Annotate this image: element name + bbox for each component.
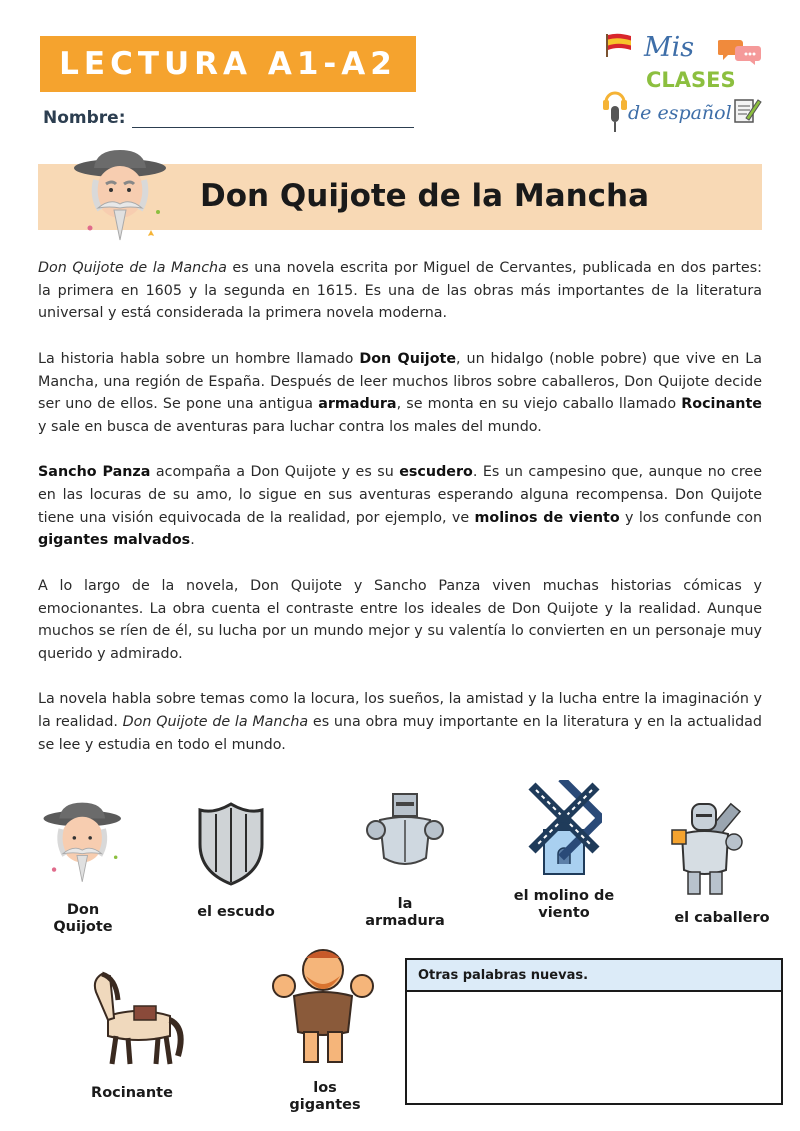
new-words-box <box>405 958 783 1105</box>
text-run: . Es un campesino que, aunque no cree en las locuras de su amo, lo sigue en sus aventuras esperando alguna recompensa. Don Quijote tiene una visión equivocada de la realidad, por ejemplo, ve <box>38 464 763 526</box>
notepad-pencil-icon <box>732 94 762 126</box>
text-run: y los confunde con <box>619 509 762 526</box>
don-quijote-icon <box>40 800 128 888</box>
chat-bubbles-icon <box>718 36 762 66</box>
don-quijote-portrait-icon <box>72 148 172 246</box>
vocab-label-molino: el molino de viento <box>513 888 615 921</box>
logo-clases: CLASES <box>646 68 736 92</box>
microphone-icon <box>602 86 628 134</box>
vocab-label-gigantes: los gigantes <box>289 1080 361 1113</box>
shield-icon <box>196 800 266 888</box>
horse-icon <box>78 966 188 1070</box>
new-words-title: Otras palabras nuevas. <box>418 967 589 983</box>
name-blank-line[interactable] <box>132 109 414 128</box>
key-term: molinos de viento <box>474 509 620 526</box>
page-title: Don Quijote de la Mancha <box>200 178 650 214</box>
text-run: acompaña a Don Quijote y es su <box>150 464 400 481</box>
vocab-label-armadura: la armadura <box>365 896 445 929</box>
book-title-italic: Don Quijote de la Mancha <box>122 714 309 730</box>
text-run: , un hidalgo (noble pobre) que vive en La Mancha, una región de España. Después de leer muchos libros sobre caballeros, Don Quijote decide ser uno de ellos. Se pone una antigua <box>38 350 762 413</box>
vocab-label-caballero: el caballero <box>674 910 770 926</box>
reading-text <box>38 257 762 779</box>
text-run: es una novela escrita por Miguel de Cervantes, publicada en dos partes: la primera en 1605 y la segunda en 1615. Es una de las obras más importantes de la literatura universal y está considerada la primera novela moderna. <box>38 260 762 322</box>
key-term: Rocinante <box>681 396 762 413</box>
text-run: es una obra muy importante en la literatura y en la actualidad se lee y estudia en todo el mundo. <box>38 714 762 753</box>
giant-icon <box>270 940 376 1068</box>
reading-paragraph <box>38 575 762 666</box>
reading-paragraph <box>38 257 762 325</box>
key-term: escudero <box>399 464 473 481</box>
spain-flag-icon <box>604 32 634 58</box>
name-field-row <box>43 108 414 128</box>
logo-mis: Mis <box>644 32 695 63</box>
key-term: gigantes malvados <box>38 532 191 549</box>
windmill-icon <box>526 780 602 876</box>
reading-paragraph <box>38 348 762 439</box>
new-words-writing-area[interactable] <box>407 992 781 1104</box>
key-term: armadura <box>318 396 397 413</box>
logo-espanol: de español <box>628 102 732 124</box>
book-title-italic: Don Quijote de la Mancha <box>38 260 227 276</box>
reading-paragraph <box>38 461 762 552</box>
new-words-header <box>407 960 781 992</box>
text-run: , se monta en su viejo caballo llamado <box>396 396 682 413</box>
text-run: A lo largo de la novela, Don Quijote y Sancho Panza viven muchas historias cómicas y emocionantes. La obra cuenta el contraste entre los ideales de Don Quijote y la realidad. Aunque muchos se ríen de él, su lucha por un mundo mejor y su valentía lo convierten en un personaje muy querido y admirado. <box>38 577 762 662</box>
key-term: Sancho Panza <box>38 464 151 481</box>
logo <box>600 30 765 140</box>
vocab-label-escudo: el escudo <box>197 904 275 920</box>
text-run: La novela habla sobre temas como la locura, los sueños, la amistad y la lucha entre la imaginación y la realidad. <box>38 691 762 730</box>
reading-paragraph <box>38 688 762 756</box>
vocab-label-don-quijote: Don Quijote <box>53 902 113 935</box>
vocab-label-rocinante: Rocinante <box>91 1085 173 1101</box>
name-label: Nombre: <box>43 108 126 128</box>
level-label: LECTURA A1-A2 <box>59 46 397 82</box>
level-banner <box>40 36 416 92</box>
knight-icon <box>664 800 758 896</box>
text-run: La historia habla sobre un hombre llamado <box>38 350 360 367</box>
text-run: y sale en busca de aventuras para luchar contra los males del mundo. <box>38 418 542 435</box>
text-run: . <box>190 532 195 549</box>
armor-icon <box>366 790 444 878</box>
key-term: Don Quijote <box>359 350 457 367</box>
